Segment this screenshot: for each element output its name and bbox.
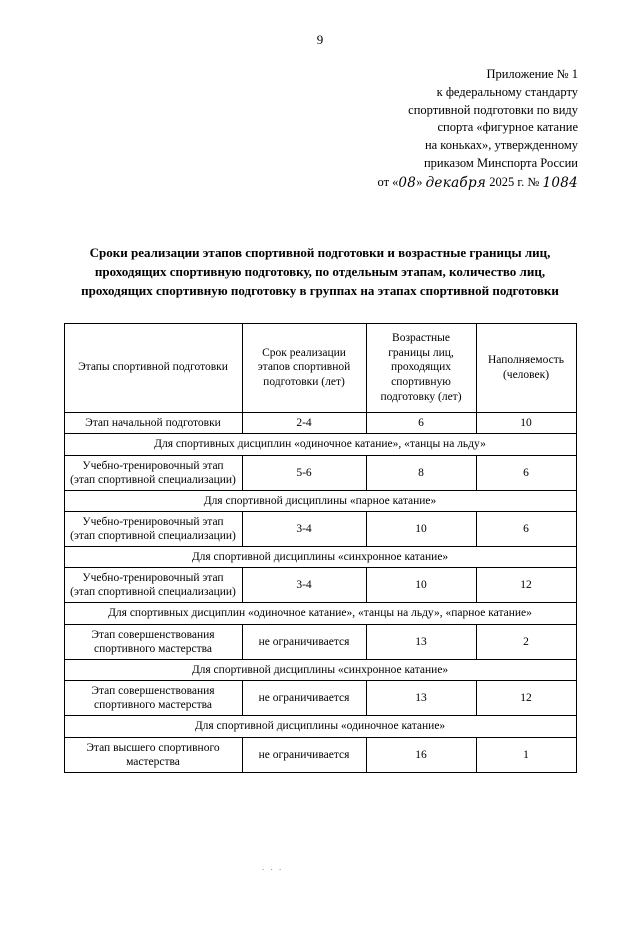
table-row — [64, 568, 576, 603]
table-row — [64, 413, 576, 434]
date-month-handwritten: декабря — [425, 174, 487, 191]
table-row — [64, 737, 576, 772]
table-header-capacity: Наполняемость (человек) — [476, 323, 576, 413]
cell-section-label: Для спортивной дисциплины «одиночное катание» — [64, 716, 576, 737]
table-header-age: Возрастные границы лиц, проходящих спортивную подготовку (лет) — [366, 323, 476, 413]
date-number-handwritten: 1084 — [542, 174, 578, 191]
cell-section-label: Для спортивной дисциплины «синхронное катание» — [64, 659, 576, 680]
appendix-header — [0, 66, 578, 192]
sport-training-stages-table — [64, 323, 577, 773]
cell-age: 10 — [366, 568, 476, 603]
appendix-date-line — [0, 173, 578, 192]
table-row — [64, 624, 576, 659]
cell-duration: 3-4 — [242, 512, 366, 547]
date-year: 2025 г. № — [489, 174, 540, 189]
cell-age: 10 — [366, 512, 476, 547]
appendix-line-4: спорта «фигурное катание — [437, 120, 578, 135]
cell-capacity: 10 — [476, 413, 576, 434]
table-section-row — [64, 659, 576, 680]
page-number: 9 — [316, 32, 324, 47]
cell-section-label: Для спортивной дисциплины «синхронное катание» — [64, 547, 576, 568]
cell-capacity: 1 — [476, 737, 576, 772]
cell-age: 13 — [366, 624, 476, 659]
cell-age: 6 — [366, 413, 476, 434]
cell-duration: не ограничивается — [242, 624, 366, 659]
cell-stage: Учебно-тренировочный этап (этап спортивной специализации) — [64, 512, 242, 547]
appendix-line-3: спортивной подготовки по виду — [408, 102, 578, 117]
appendix-line-5: на коньках», утвержденному — [424, 138, 578, 152]
page-title: Сроки реализации этапов спортивной подготовки и возрастные границы лиц, проходящих спортивную подготовку, по отдельным этапам, количество лиц, проходящих спортивную подготовку в группах на этапах спортивной подготовки — [81, 244, 559, 298]
cell-capacity: 12 — [476, 568, 576, 603]
appendix-line-6: приказом Минспорта России — [423, 155, 578, 170]
cell-capacity: 6 — [476, 455, 576, 490]
cell-duration: не ограничивается — [242, 737, 366, 772]
appendix-line-1: Приложение № 1 — [486, 67, 578, 81]
appendix-line-2: к федеральному стандарту — [436, 84, 578, 99]
cell-stage: Этап совершенствования спортивного мастерства — [64, 624, 242, 659]
cell-duration: 3-4 — [242, 568, 366, 603]
cell-section-label: Для спортивных дисциплин «одиночное катание», «танцы на льду» — [64, 434, 576, 455]
cell-capacity: 6 — [476, 512, 576, 547]
cell-capacity: 2 — [476, 624, 576, 659]
table-header-row — [64, 323, 576, 413]
cell-duration: 2-4 — [242, 413, 366, 434]
table-section-row — [64, 434, 576, 455]
cell-duration: не ограничивается — [242, 681, 366, 716]
table-header-duration: Срок реализации этапов спортивной подготовки (лет) — [242, 323, 366, 413]
table-section-row — [64, 603, 576, 624]
date-prefix: от « — [377, 174, 399, 189]
date-day-handwritten: 08 — [398, 174, 417, 191]
cell-stage: Учебно-тренировочный этап (этап спортивной специализации) — [64, 568, 242, 603]
scan-artifact: . . . — [262, 862, 284, 872]
document-page — [0, 32, 640, 934]
cell-capacity: 12 — [476, 681, 576, 716]
cell-stage: Этап совершенствования спортивного мастерства — [64, 681, 242, 716]
cell-age: 16 — [366, 737, 476, 772]
table-row — [64, 681, 576, 716]
cell-duration: 5-6 — [242, 455, 366, 490]
table-section-row — [64, 490, 576, 511]
cell-section-label: Для спортивных дисциплин «одиночное катание», «танцы на льду», «парное катание» — [64, 603, 576, 624]
table-row — [64, 455, 576, 490]
cell-stage: Этап начальной подготовки — [64, 413, 242, 434]
cell-stage: Учебно-тренировочный этап (этап спортивной специализации) — [64, 455, 242, 490]
table-row — [64, 512, 576, 547]
cell-age: 8 — [366, 455, 476, 490]
date-quote: » — [416, 174, 423, 189]
cell-section-label: Для спортивной дисциплины «парное катание» — [64, 490, 576, 511]
cell-stage: Этап высшего спортивного мастерства — [64, 737, 242, 772]
table-header-stage: Этапы спортивной подготовки — [64, 323, 242, 413]
cell-age: 13 — [366, 681, 476, 716]
table-section-row — [64, 547, 576, 568]
table-section-row — [64, 716, 576, 737]
